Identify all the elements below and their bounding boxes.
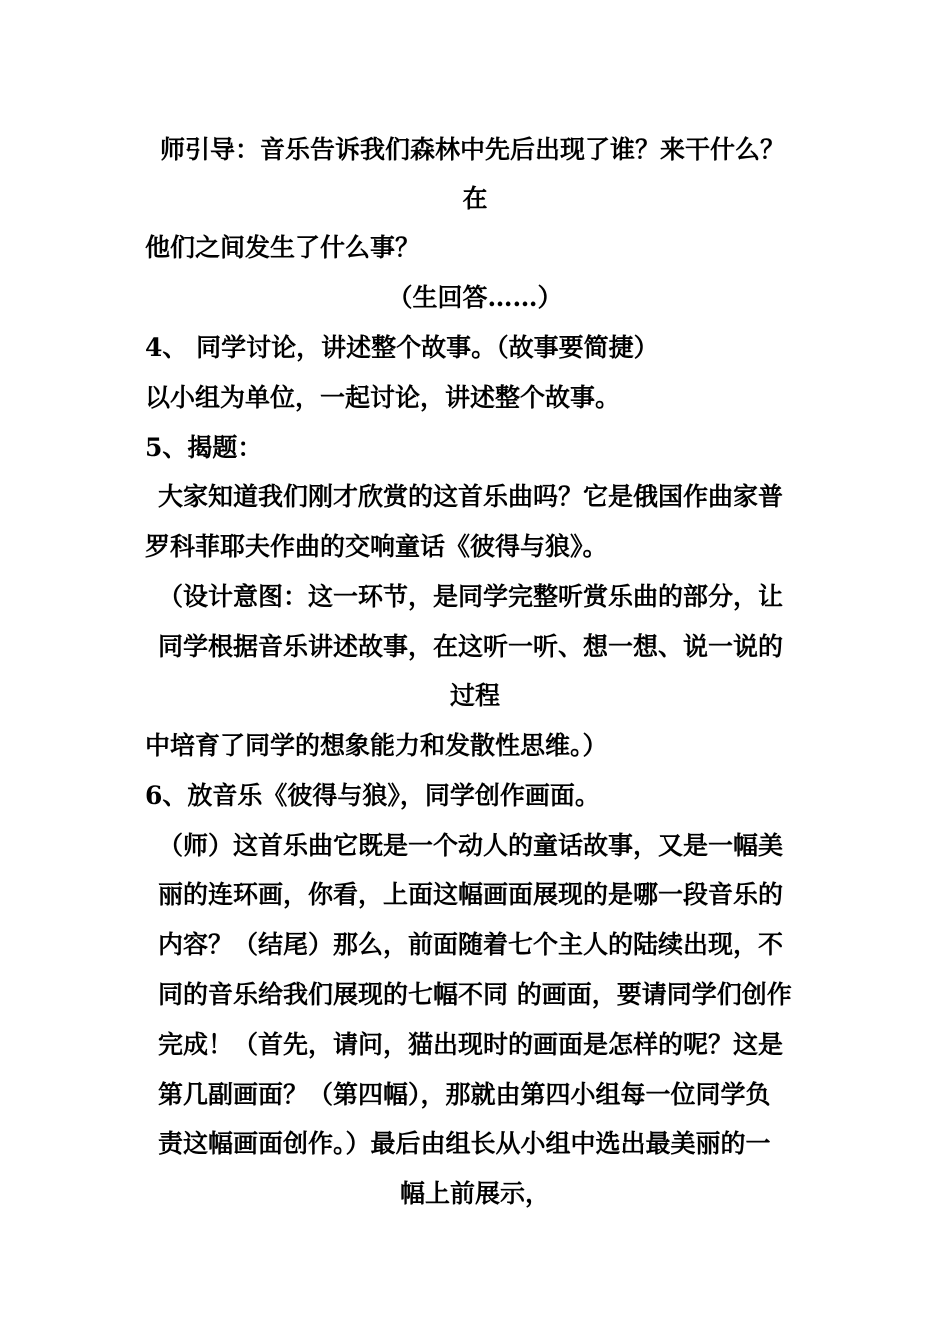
text-line: 师引导：音乐告诉我们森林中先后出现了谁？来干什么？ xyxy=(160,135,786,164)
text-line: 6、放音乐《彼得与狼》，同学创作画面。 xyxy=(145,781,600,810)
text-line: （师）这首乐曲它既是一个动人的童话故事，又是一幅美 xyxy=(158,831,784,860)
text-line: 内容？（结尾）那么，前面随着七个主人的陆续出现，不 xyxy=(158,930,784,959)
text-line: 完成！（首先，请问，猫出现时的画面是怎样的呢？这是 xyxy=(158,1030,784,1059)
text-line: 他们之间发生了什么事？ xyxy=(145,233,421,262)
text-line: 罗科菲耶夫作曲的交响童话《彼得与狼》。 xyxy=(145,532,608,561)
text-line: 在 xyxy=(462,184,488,213)
text-line: 大家知道我们刚才欣赏的这首乐曲吗？它是俄国作曲家普 xyxy=(158,482,784,511)
text-line: 责这幅画面创作。）最后由组长从小组中选出最美丽的一 xyxy=(158,1129,771,1158)
text-line: 同学根据音乐讲述故事，在这听一听、想一想、说一说的 xyxy=(158,632,784,661)
text-line: 同的音乐给我们展现的七幅不同 的画面，要请同学们创作 xyxy=(158,980,792,1009)
text-line: 以小组为单位，一起讨论，讲述整个故事。 xyxy=(145,383,621,412)
text-line: 过程 xyxy=(449,681,500,710)
text-line: （生回答……） xyxy=(387,283,563,312)
text-line: 幅上前展示， xyxy=(399,1179,550,1208)
text-line: 4、 同学讨论，讲述整个故事。（故事要简捷） xyxy=(145,333,659,362)
text-line: 中培育了同学的想象能力和发散性思维。） xyxy=(145,731,608,760)
text-line: （设计意图：这一环节，是同学完整听赏乐曲的部分，让 xyxy=(158,582,784,611)
text-line: 5、揭题： xyxy=(145,433,263,462)
text-line: 丽的连环画，你看，上面这幅画面展现的是哪一段音乐的 xyxy=(158,880,784,909)
text-line: 第几副画面？（第四幅），那就由第四小组每一位同学负 xyxy=(158,1080,771,1109)
